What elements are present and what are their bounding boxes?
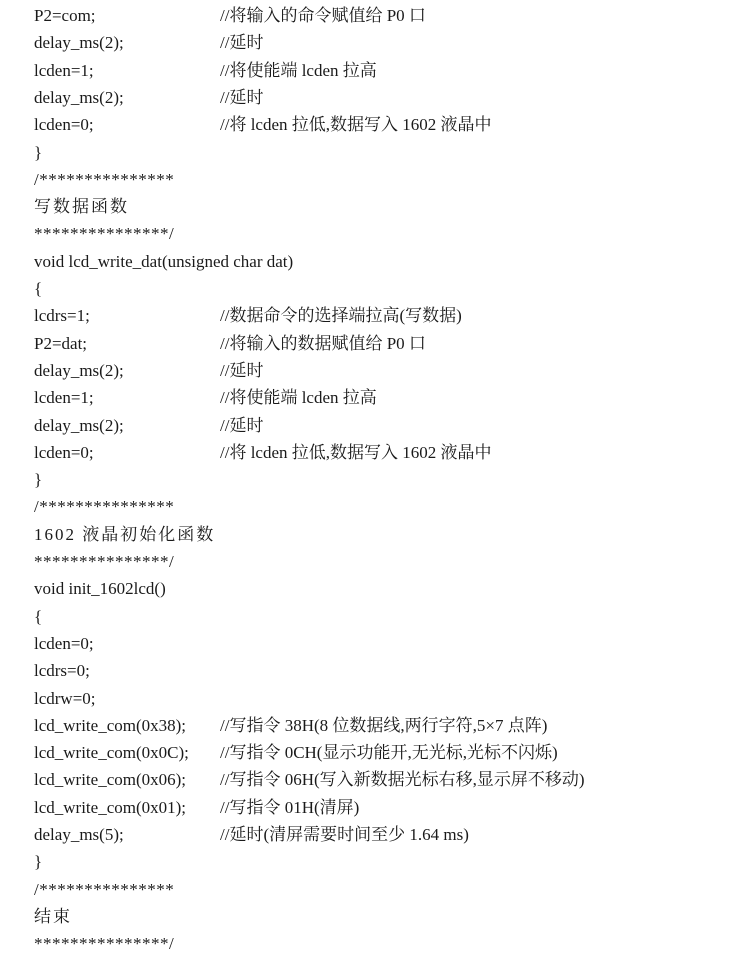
code-comment: //将 lcden 拉低,数据写入 1602 液晶中 [220, 442, 492, 462]
code-text: void init_1602lcd() [34, 579, 166, 599]
code-comment: //延时 [220, 87, 264, 107]
code-line [34, 466, 220, 493]
code-text: { [34, 279, 43, 298]
code-text: delay_ms(2); [34, 87, 124, 107]
code-text: /*************** [34, 879, 175, 899]
code-line [34, 111, 492, 138]
code-text: lcd_write_com(0x0C); [34, 743, 189, 763]
code-line [34, 139, 220, 166]
code-comment: //写指令 38H(8 位数据线,两行字符,5×7 点阵) [220, 715, 548, 735]
code-text: lcd_write_com(0x38); [34, 715, 187, 735]
code-line [34, 712, 548, 739]
code-line [34, 794, 360, 821]
code-line [34, 493, 220, 520]
code-comment: //延时 [220, 415, 264, 435]
code-line [34, 384, 377, 411]
code-comment: //将使能端 lcden 拉高 [220, 60, 377, 80]
code-text: 结束 [34, 906, 72, 926]
code-comment: //将使能端 lcden 拉高 [220, 388, 377, 408]
code-text: lcden=0; [34, 115, 94, 135]
code-line [34, 848, 220, 875]
code-line [34, 903, 220, 930]
code-text: ***************/ [34, 934, 175, 954]
code-line [34, 630, 220, 657]
code-comment: //将 lcden 拉低,数据写入 1602 液晶中 [220, 115, 492, 135]
code-text: delay_ms(5); [34, 825, 124, 844]
code-comment: //延时 [220, 360, 264, 380]
code-line [34, 657, 220, 684]
code-line [34, 2, 426, 29]
code-line [34, 439, 492, 466]
code-text: ***************/ [34, 224, 175, 244]
code-text: } [34, 852, 43, 872]
code-line [34, 876, 220, 903]
code-text: lcden=1; [34, 60, 94, 80]
code-line [34, 57, 377, 84]
code-comment: //将输入的数据赋值给 P0 口 [220, 333, 426, 353]
code-text: P2=com; [34, 6, 96, 25]
code-text: /*************** [34, 497, 175, 517]
code-line [34, 166, 220, 193]
code-line [34, 84, 264, 111]
code-text: 写数据函数 [34, 197, 129, 217]
code-comment: //写指令 06H(写入新数据光标右移,显示屏不移动) [220, 770, 585, 790]
code-text: void lcd_write_dat(unsigned char dat) [34, 251, 294, 271]
code-line [34, 575, 220, 602]
code-line [34, 193, 220, 220]
code-line [34, 766, 585, 793]
code-text: lcd_write_com(0x01); [34, 797, 187, 817]
code-text: lcden=1; [34, 388, 94, 408]
code-line [34, 357, 264, 384]
code-line [34, 685, 220, 712]
code-line [34, 330, 426, 357]
code-comment: //将输入的命令赋值给 P0 口 [220, 6, 426, 25]
code-line [34, 521, 220, 548]
code-line [34, 603, 220, 630]
code-text: /*************** [34, 169, 175, 189]
code-line [34, 302, 462, 329]
code-text: delay_ms(2); [34, 33, 124, 53]
code-text: { [34, 606, 43, 626]
code-text: } [34, 470, 43, 490]
code-text: delay_ms(2); [34, 360, 124, 380]
code-line [34, 739, 558, 766]
code-line [34, 821, 469, 848]
code-comment: //写指令 0CH(显示功能开,无光标,光标不闪烁) [220, 743, 558, 763]
code-line [34, 248, 294, 275]
code-text: lcdrw=0; [34, 688, 96, 708]
code-comment: //写指令 01H(清屏) [220, 797, 360, 817]
code-line [34, 548, 220, 575]
code-text: lcden=0; [34, 633, 94, 653]
code-text: lcd_write_com(0x06); [34, 770, 187, 790]
code-text: lcdrs=0; [34, 661, 90, 681]
code-line [34, 412, 264, 439]
code-comment: //延时 [220, 33, 264, 53]
code-line [34, 220, 220, 247]
code-line [34, 275, 220, 302]
code-text: 1602 液晶初始化函数 [34, 524, 216, 544]
code-comment: //数据命令的选择端拉高(写数据) [220, 306, 462, 326]
code-comment: //延时(清屏需要时间至少 1.64 ms) [220, 825, 469, 844]
code-text: lcdrs=1; [34, 306, 90, 326]
code-text: } [34, 142, 43, 162]
code-text: ***************/ [34, 552, 175, 571]
code-text: lcden=0; [34, 442, 94, 462]
code-line [34, 29, 264, 56]
code-text: P2=dat; [34, 333, 88, 353]
code-text: delay_ms(2); [34, 415, 124, 435]
